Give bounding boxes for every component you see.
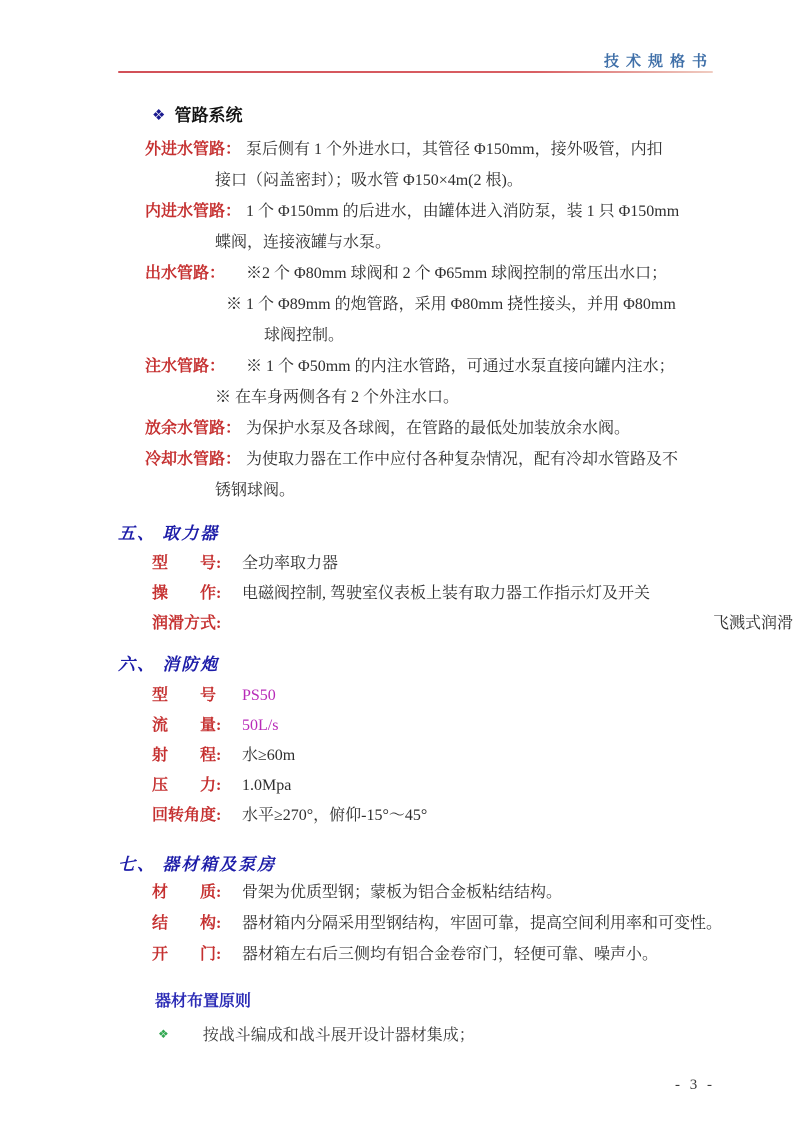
- row-label: 流 量:: [152, 717, 222, 734]
- item-text: 按战斗编成和战斗展开设计器材集成；: [202, 1027, 475, 1044]
- row-text: ※ 1 个 Φ89mm 的炮管路，采用 Φ80mm 挠性接头，并用 Φ80mm: [226, 296, 676, 313]
- row-value-right: 飞溅式润滑: [712, 615, 793, 632]
- row-label: 开 门:: [152, 946, 222, 963]
- section6-heading: 六、 消防炮: [118, 655, 220, 674]
- spec-row-door: [152, 939, 800, 970]
- spec-row-lubrication: [152, 609, 800, 639]
- pipe-row-continuation: [145, 289, 800, 320]
- row-value: 全功率取力器: [242, 555, 339, 572]
- row-label: 结 构:: [152, 915, 222, 932]
- row-value: 骨架为优质型钢；蒙板为铝合金板粘结结构。: [242, 884, 563, 901]
- section5-heading: 五、 取力器: [118, 524, 220, 543]
- row-value: PS50: [242, 687, 276, 704]
- section5-body: [152, 549, 800, 639]
- row-text: 锈钢球阀。: [215, 482, 296, 499]
- spec-row-pressure: [152, 771, 800, 801]
- spec-row-model: [152, 681, 800, 711]
- row-text: 蝶阀，连接液罐与水泵。: [215, 234, 392, 251]
- row-label: 冷却水管路：: [145, 451, 242, 468]
- page-number: - 3 -: [675, 1077, 715, 1093]
- doc-header: [0, 50, 714, 71]
- row-label: 材 质:: [152, 884, 222, 901]
- pipe-row-continuation: [145, 475, 800, 506]
- row-text: 泵后侧有 1 个外进水口，其管径 Φ150mm，接外吸管，内扣: [246, 141, 663, 158]
- pipe-section-body: [145, 134, 800, 506]
- spec-row-range: [152, 741, 800, 771]
- spec-row-operation: [152, 579, 800, 609]
- pipe-row-drain: [145, 413, 800, 444]
- pipe-row-cooling: [145, 444, 800, 475]
- section6-body: [152, 681, 800, 831]
- equipment-layout-item: [158, 1022, 475, 1045]
- pipe-row-continuation: [145, 165, 800, 196]
- row-label: 出水管路：: [145, 265, 226, 282]
- row-value: 水≥60m: [242, 747, 296, 764]
- pipe-section-heading: [152, 101, 242, 126]
- pipe-section-title: 管路系统: [174, 106, 243, 125]
- row-label: 型 号: [152, 687, 217, 704]
- spec-row-flow: [152, 711, 800, 741]
- pipe-row-continuation: [145, 382, 800, 413]
- row-label: 型 号:: [152, 555, 222, 572]
- row-text: 为保护水泵及各球阀，在管路的最低处加装放余水阀。: [246, 420, 631, 437]
- row-text: 接口（闷盖密封）；吸水管 Φ150×4m(2 根)。: [215, 172, 523, 189]
- row-text: ※ 1 个 Φ50mm 的内注水管路，可通过水泵直接向罐内注水；: [246, 358, 675, 375]
- row-label: 操 作:: [152, 585, 222, 602]
- spec-row-material: [152, 877, 800, 908]
- pipe-row-continuation: [145, 227, 800, 258]
- row-value: 器材箱内分隔采用型钢结构，牢固可靠，提高空间利用率和可变性。: [242, 915, 723, 932]
- pipe-row-filling: [145, 351, 800, 382]
- row-label: 外进水管路：: [145, 141, 242, 158]
- row-text: ※ 在车身两侧各有 2 个外注水口。: [215, 389, 460, 406]
- row-label: 放余水管路：: [145, 420, 242, 437]
- pipe-row-outlet: [145, 258, 800, 289]
- diamond-bullet-icon: ❖: [152, 108, 166, 124]
- pipe-row-external-inlet: [145, 134, 800, 165]
- pipe-row-internal-inlet: [145, 196, 800, 227]
- row-value: 电磁阀控制, 驾驶室仪表板上装有取力器工作指示灯及开关: [242, 585, 651, 602]
- row-text: 1 个 Φ150mm 的后进水，由罐体进入消防泵，装 1 只 Φ150mm: [246, 203, 680, 220]
- row-text: 为使取力器在工作中应付各种复杂情况，配有冷却水管路及不: [246, 451, 679, 468]
- row-label: 回转角度:: [152, 807, 222, 824]
- spec-row-model: [152, 549, 800, 579]
- header-divider-line: [118, 71, 713, 73]
- section7-body: [152, 877, 800, 970]
- equipment-layout-title: 器材布置原则: [155, 993, 252, 1010]
- row-value: 水平≥270°，俯仰-15°～45°: [242, 807, 428, 824]
- row-label: 注水管路：: [145, 358, 226, 375]
- spec-row-structure: [152, 908, 800, 939]
- row-text: ※2 个 Φ80mm 球阀和 2 个 Φ65mm 球阀控制的常压出水口；: [246, 265, 668, 282]
- row-value: 器材箱左右后三侧均有铝合金卷帘门，轻便可靠、噪声小。: [242, 946, 659, 963]
- doc-header-title: 技术规格书: [603, 53, 714, 70]
- spec-row-rotation: [152, 801, 800, 831]
- row-text: 球阀控制。: [264, 327, 345, 344]
- section7-heading: 七、 器材箱及泵房: [118, 855, 277, 874]
- row-value: 50L/s: [242, 717, 279, 734]
- pipe-row-continuation: [145, 320, 800, 351]
- row-value: 1.0Mpa: [242, 777, 292, 794]
- row-label: 射 程:: [152, 747, 222, 764]
- row-label: 压 力:: [152, 777, 222, 794]
- diamond-bullet-icon: ❖: [158, 1027, 169, 1041]
- row-label: 润滑方式:: [152, 615, 222, 632]
- row-label: 内进水管路：: [145, 203, 242, 220]
